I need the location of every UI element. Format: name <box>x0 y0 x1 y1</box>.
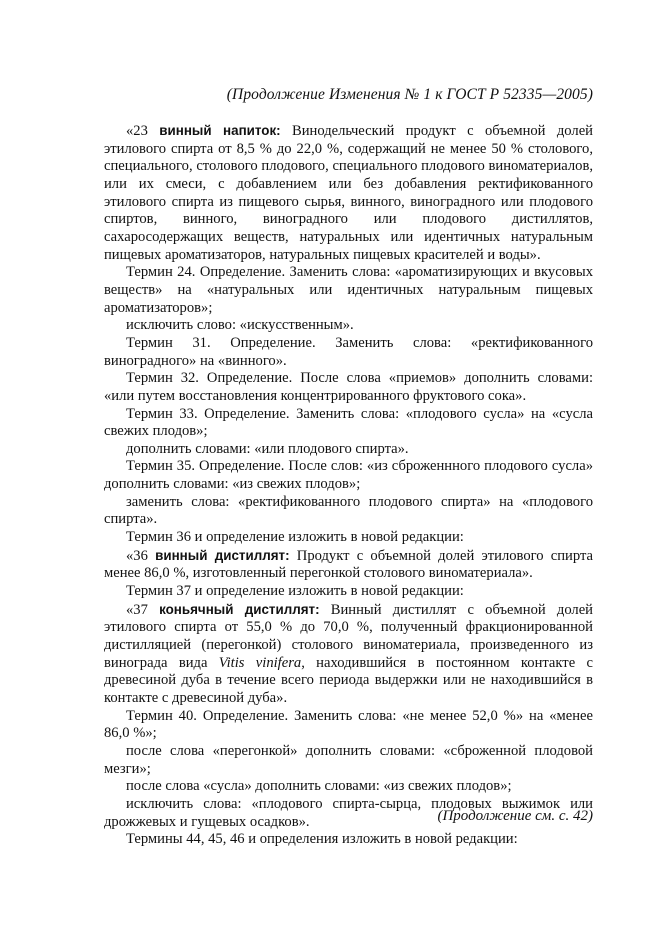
paragraph-term-36: «36 винный дистиллят: Продукт с объемной долей этилового спирта менее 86,0 %, изготовленный перегонкой столового виноматериала». <box>104 547 593 582</box>
paragraph: исключить слова: «плодового спирта-сырца, плодовых выжимок или дрожжевых и гущевых осадков». <box>104 795 593 830</box>
paragraph: Термины 44, 45, 46 и определения изложить в новой редакции: <box>126 831 518 848</box>
paragraph: исключить слово: «искусственным». <box>126 317 354 334</box>
paragraph: заменить слова: «ректификованного плодового спирта» на «плодового спирта». <box>104 493 593 528</box>
paragraph: после слова «перегонкой» дополнить словами: «сброженной плодовой мезги»; <box>104 742 593 777</box>
paragraph: Термин 31. Определение. Заменить слова: «ректификованного виноградного» на «винного». <box>104 334 593 369</box>
paragraph: Термин 24. Определение. Заменить слова: «ароматизирующих и вкусовых веществ» на «натуральных или идентичных натуральным пищевых ароматизаторов»; <box>104 264 593 316</box>
paragraph: Термин 37 и определение изложить в новой редакции: <box>126 583 464 600</box>
paragraph: после слова «сусла» дополнить словами: «из свежих плодов»; <box>126 778 512 795</box>
paragraph-term-23: «23 винный напиток: Винодельческий продукт с объемной долей этилового спирта от 8,5 % до 22,0 %, содержащий не менее 50 % столового, специального, столового плодового, специального плодового виноматериалов, или их смеси, с добавлением или без добавления ректификованного этилового спирта из пищевого сырья, винного, виноградного или плодового спиртов, винного, виноградного или плодового дистиллятов, сахаросодержащих веществ, натуральных или идентичных натуральным пищевых ароматизаторов, натуральных пищевых красителей и воды». <box>104 123 593 263</box>
term-name: коньячный дистиллят: <box>159 601 320 617</box>
paragraph: Термин 33. Определение. Заменить слова: «плодового сусла» на «сусла свежих плодов»; <box>104 405 593 440</box>
term-name: винный дистиллят: <box>155 547 290 563</box>
paragraph: дополнить словами: «или плодового спирта». <box>126 440 409 457</box>
continuation-header: (Продолжение Изменения № 1 к ГОСТ Р 52335—2005) <box>226 86 593 103</box>
document-body <box>104 122 593 849</box>
paragraph: Термин 32. Определение. После слова «приемов» дополнить словами: «или путем восстановления концентрированного фруктового сока». <box>104 370 593 404</box>
paragraph: Термин 36 и определение изложить в новой редакции: <box>126 529 464 546</box>
term-name: винный напиток: <box>159 123 281 138</box>
latin-species-name: Vitis vinifera <box>218 654 302 671</box>
paragraph: Термин 40. Определение. Заменить слова: «не менее 52,0 %» на «менее 86,0 %»; <box>104 707 593 742</box>
paragraph-term-37: «37 коньячный дистиллят: Винный дистиллят с объемной долей этилового спирта от 55,0 % до 70,0 %, полученный фракционированной дистилляцией (перегонкой) столового виноматериала, произведенного из винограда вида Vitis vinifera, находившийся в постоянном контакте с древесиной дуба в течение всего периода выдержки или не находившийся в контакте с древесиной дуба». <box>104 601 593 706</box>
continuation-footer: (Продолжение см. с. 42) <box>437 808 593 824</box>
paragraph: Термин 35. Определение. После слов: «из сброженнного плодового сусла» дополнить словами: «из свежих плодов»; <box>104 458 593 493</box>
